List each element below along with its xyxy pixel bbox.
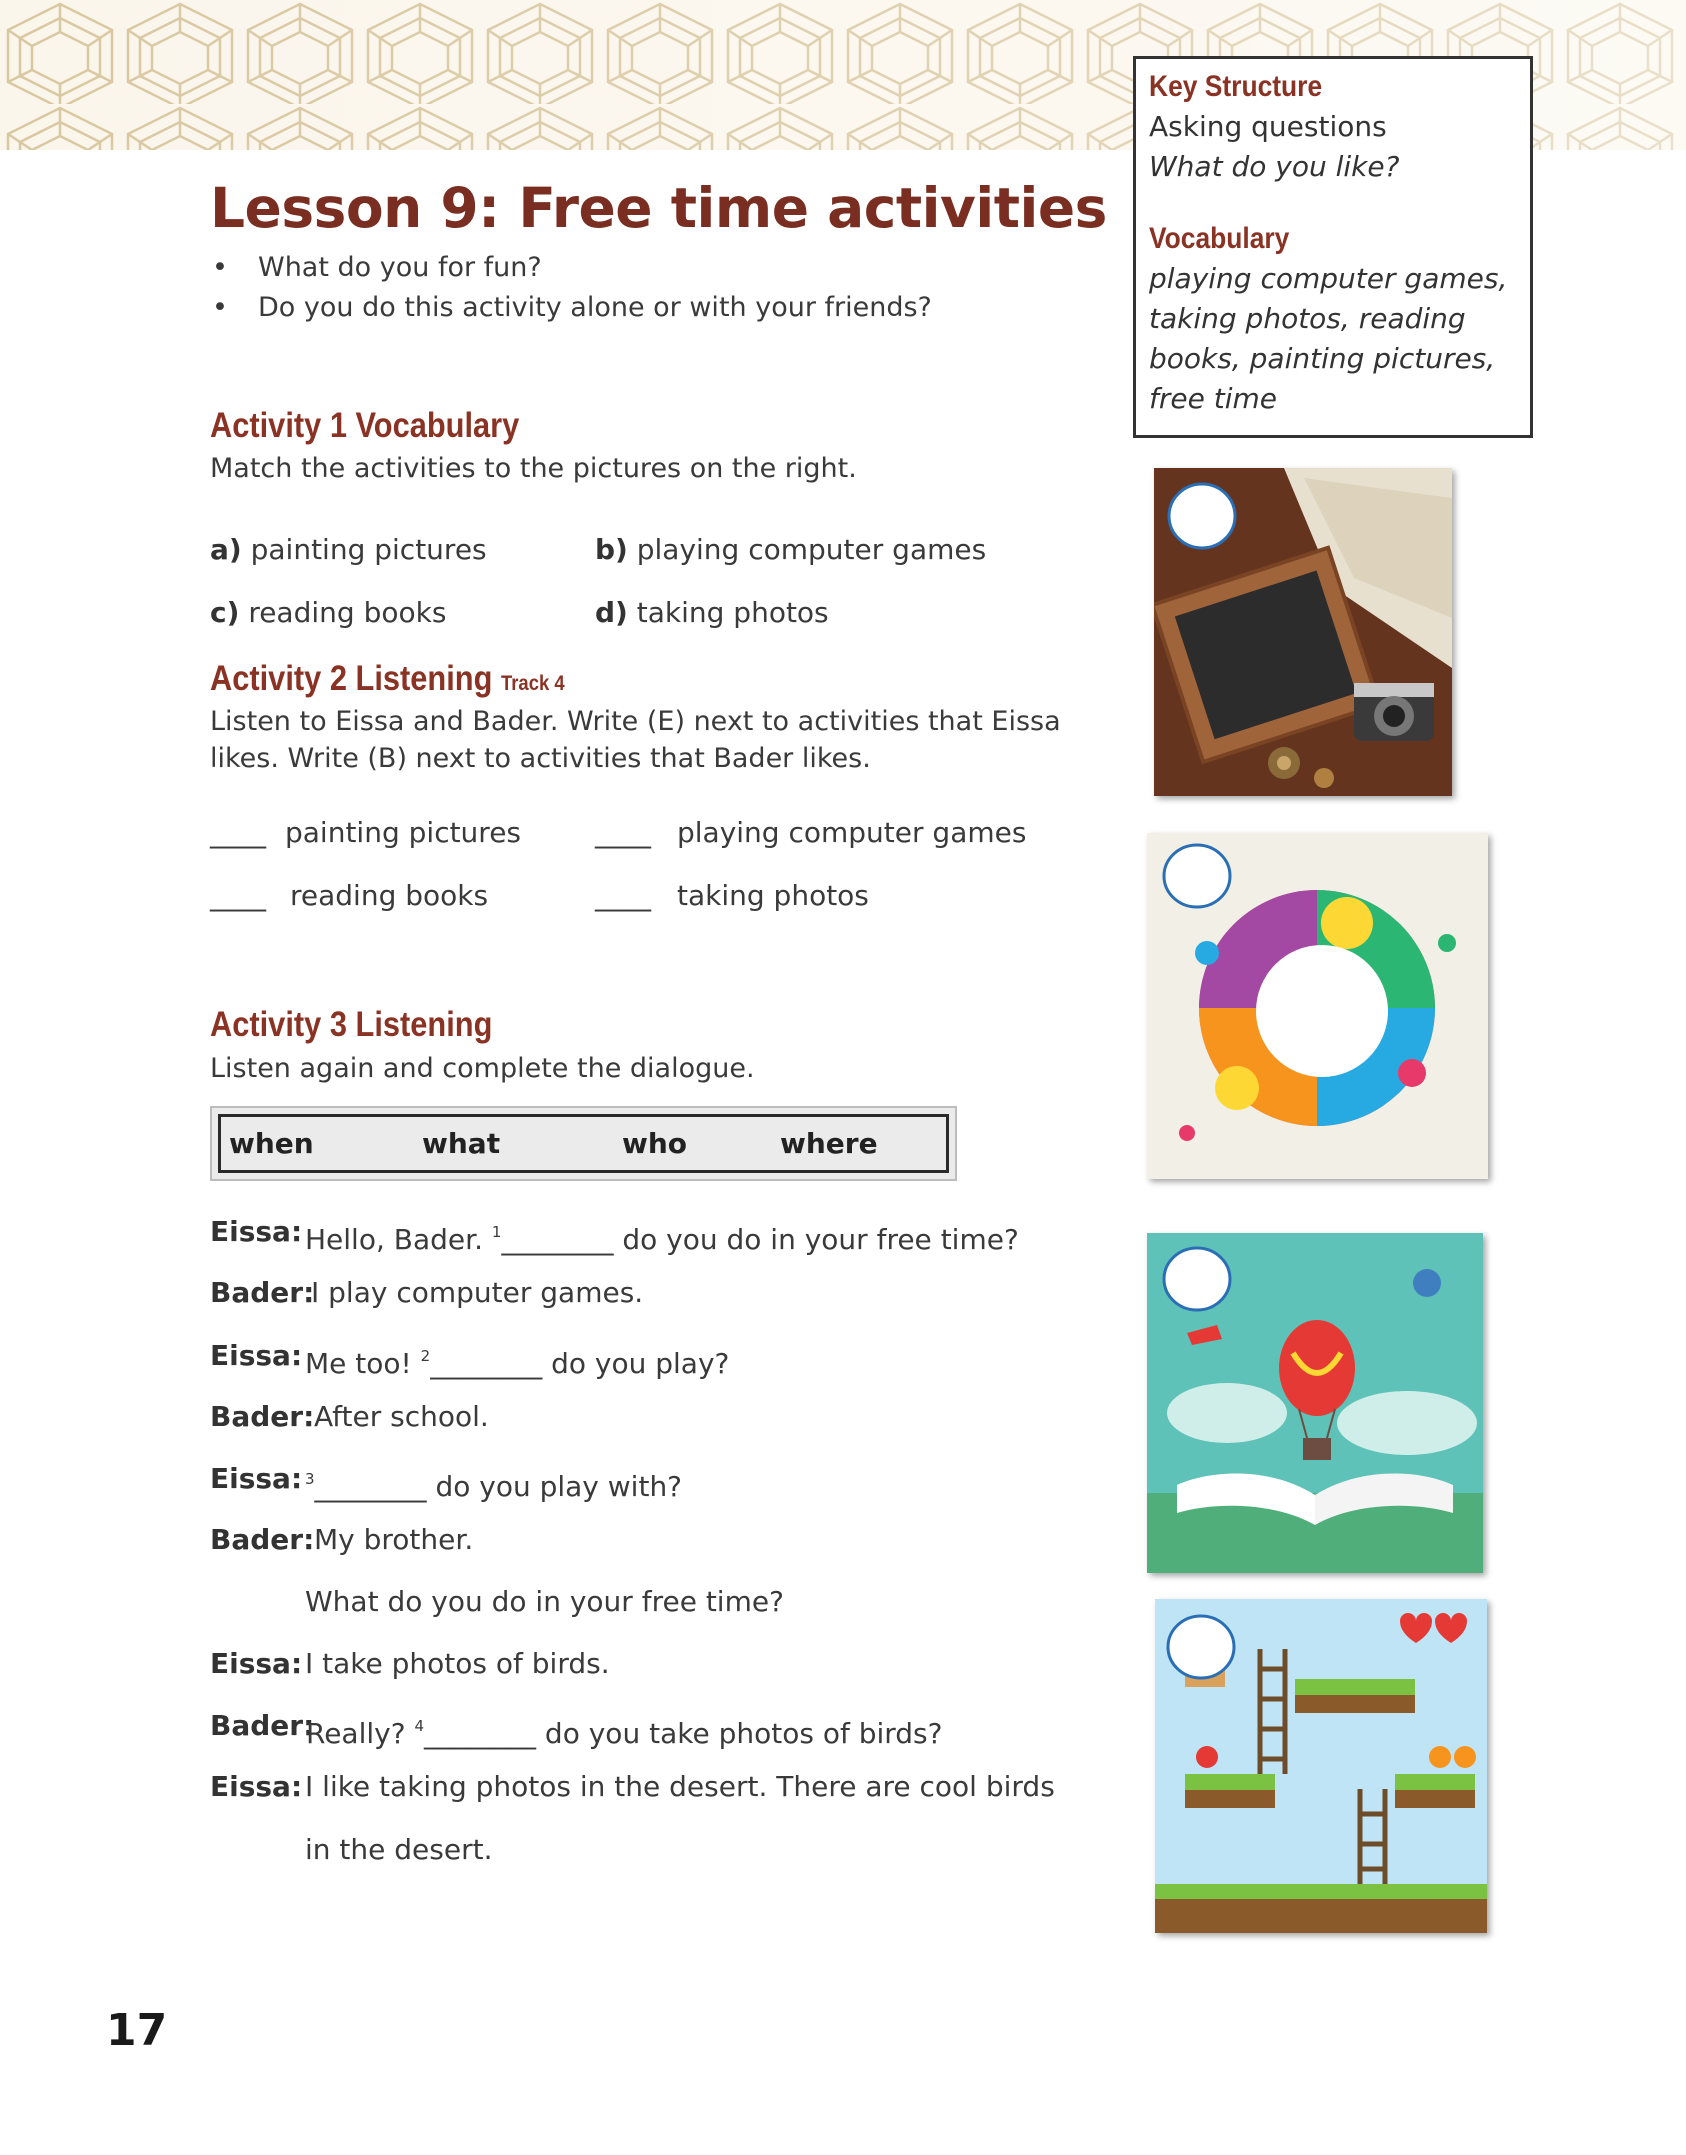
picture-taking-photos [1154, 468, 1452, 796]
list-item: painting pictures [285, 816, 522, 849]
answer-blank[interactable]: ________ [501, 1223, 614, 1256]
activity3-instruction: Listen again and complete the dialogue. [210, 1053, 755, 1084]
warmup-questions [210, 248, 932, 328]
speaker-name: Eissa: [210, 1462, 303, 1495]
speaker-name: Bader: [210, 1709, 315, 1742]
word-bank-item: where [780, 1127, 878, 1160]
vocabulary-heading: Vocabulary [1149, 222, 1290, 255]
answer-blank[interactable]: ____ [595, 879, 651, 912]
speaker-name: Bader: [210, 1276, 315, 1309]
word-bank [210, 1106, 957, 1181]
word-bank-item: who [622, 1127, 688, 1160]
picture-computer-games [1155, 1599, 1487, 1933]
answer-blank[interactable]: ________ [314, 1470, 427, 1503]
list-item: taking photos [677, 879, 869, 912]
list-item: • Do you do this activity alone or with your friends? [212, 292, 932, 323]
key-structure-box [1133, 56, 1533, 438]
open-book-balloon-icon [1147, 1233, 1483, 1573]
page-number: 17 [106, 2005, 168, 2056]
speaker-name: Eissa: [210, 1215, 303, 1248]
track-label: Track 4 [500, 672, 565, 695]
answer-blank[interactable]: ____ [210, 879, 266, 912]
answer-blank[interactable]: ____ [210, 816, 266, 849]
list-item: c) reading books [210, 596, 447, 629]
activity1-heading: Activity 1 Vocabulary [210, 406, 520, 445]
list-item: a) painting pictures [210, 533, 487, 566]
vocabulary-line: playing computer games, [1149, 262, 1508, 295]
vocabulary-line: free time [1149, 382, 1277, 415]
speaker-name: Bader: [210, 1400, 315, 1433]
activity1-instruction: Match the activities to the pictures on the right. [210, 453, 857, 484]
speaker-name: Eissa: [210, 1339, 303, 1372]
list-item: • What do you for fun? [212, 252, 542, 283]
picture-reading [1147, 1233, 1483, 1573]
speaker-name: Bader: [210, 1523, 315, 1556]
list-item: playing computer games [677, 816, 1027, 849]
vocabulary-line: taking photos, reading [1149, 302, 1466, 335]
activity2-instruction-line: Listen to Eissa and Bader. Write (E) next to activities that Eissa [210, 706, 1061, 737]
activity3-heading: Activity 3 Listening [210, 1005, 493, 1044]
word-bank-item: when [229, 1127, 314, 1160]
activity2-heading: Activity 2 Listening Track 4 [210, 659, 565, 698]
activity2-instruction-line: likes. Write (B) next to activities that Bader likes. [210, 743, 871, 774]
lesson-title: Lesson 9: Free time activities [210, 176, 1107, 240]
answer-blank[interactable]: ____ [595, 816, 651, 849]
key-structure-heading: Key Structure [1149, 70, 1323, 103]
key-structure-line: Asking questions [1149, 110, 1387, 143]
answer-blank[interactable]: ________ [424, 1717, 537, 1750]
list-item: d) taking photos [595, 596, 829, 629]
platform-game-icon [1155, 1599, 1487, 1933]
list-item: reading books [290, 879, 489, 912]
chalkboard-camera-photo-icon [1154, 468, 1452, 796]
word-bank-item: what [422, 1127, 501, 1160]
answer-blank[interactable]: ________ [430, 1347, 543, 1380]
list-item: b) playing computer games [595, 533, 987, 566]
speaker-name: Eissa: [210, 1770, 303, 1803]
paint-splash-icon [1147, 833, 1488, 1179]
vocabulary-line: books, painting pictures, [1149, 342, 1496, 375]
picture-painting [1147, 833, 1488, 1179]
key-structure-example: What do you like? [1149, 150, 1400, 183]
speaker-name: Eissa: [210, 1647, 303, 1680]
